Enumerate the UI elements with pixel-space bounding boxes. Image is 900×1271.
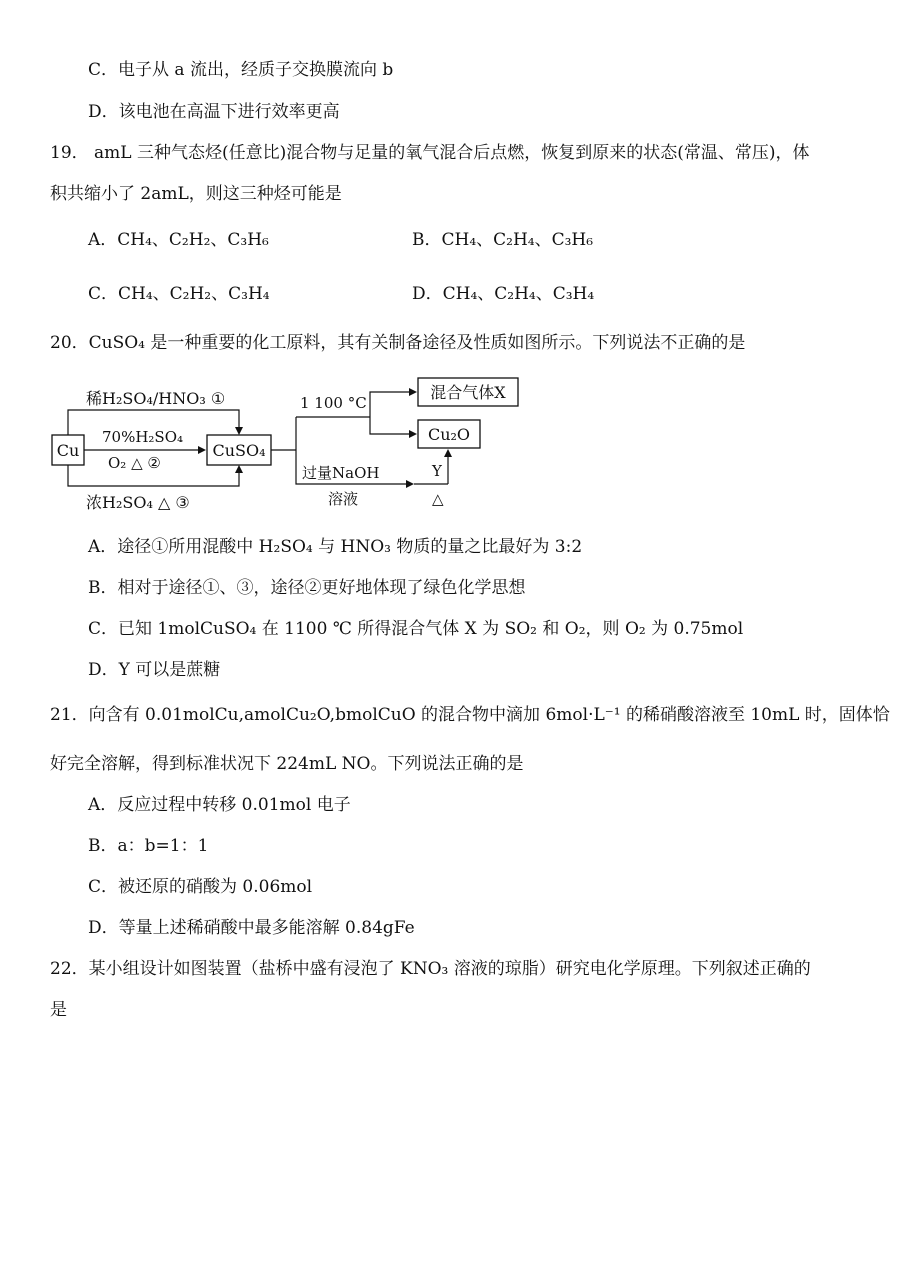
q20-option-d: D．Y 可以是蔗糖 (88, 660, 221, 680)
naoh-top-label: 过量NaOH (302, 464, 380, 482)
cuso4-label: CuSO₄ (212, 441, 266, 460)
route2-bottom-label: O₂ △ ② (108, 454, 161, 472)
y-label: Y (432, 462, 442, 480)
q18-option-d: D．该电池在高温下进行效率更高 (88, 102, 340, 122)
q21-option-d: D．等量上述稀硝酸中最多能溶解 0.84gFe (88, 918, 415, 938)
q22-stem-line2: 是 (50, 1000, 67, 1020)
temp-label: 1 100 °C (300, 394, 367, 412)
q22-stem-line1: 22．某小组设计如图装置（盐桥中盛有浸泡了 KNO₃ 溶液的琼脂）研究电化学原理。下列叙述正确的 (50, 959, 811, 979)
route1-label: 稀H₂SO₄/HNO₃ ① (86, 389, 226, 408)
q19-stem-line2: 积共缩小了 2amL，则这三种烃可能是 (50, 184, 342, 204)
q21-stem-line2: 好完全溶解，得到标准状况下 224mL NO。下列说法正确的是 (50, 754, 524, 774)
q20-option-a: A．途径①所用混酸中 H₂SO₄ 与 HNO₃ 物质的量之比最好为 3:2 (88, 537, 583, 557)
q21-option-c: C．被还原的硝酸为 0.06mol (88, 877, 313, 897)
gas-x-label: 混合气体X (430, 383, 506, 402)
cuso4-preparation-diagram (50, 372, 530, 517)
route2-top-label: 70%H₂SO₄ (102, 428, 184, 446)
cu2o-label: Cu₂O (427, 425, 471, 444)
naoh-bottom-label: 溶液 (328, 490, 359, 508)
q19-option-d: D．CH₄、C₂H₄、C₃H₄ (412, 284, 595, 304)
q21-option-b: B．a：b=1：1 (88, 836, 209, 856)
q19-option-c: C．CH₄、C₂H₂、C₃H₄ (88, 284, 270, 304)
q20-option-c: C．已知 1molCuSO₄ 在 1100 ℃ 所得混合气体 X 为 SO₂ 和 O₂，则 O₂ 为 0.75mol (88, 619, 744, 639)
q21-option-a: A．反应过程中转移 0.01mol 电子 (88, 795, 351, 815)
route3-label: 浓H₂SO₄ △ ③ (86, 493, 190, 512)
cu-label: Cu (56, 441, 80, 460)
q20-stem: 20．CuSO₄ 是一种重要的化工原料，其有关制备途径及性质如图所示。下列说法不正确的是 (50, 333, 746, 353)
heat-label: △ (432, 490, 444, 508)
q19-option-b: B．CH₄、C₂H₄、C₃H₆ (412, 230, 594, 250)
q19-option-a: A．CH₄、C₂H₂、C₃H₆ (88, 230, 269, 250)
q18-option-c: C．电子从 a 流出，经质子交换膜流向 b (88, 60, 394, 80)
q19-stem-line1: 19． amL 三种气态烃(任意比)混合物与足量的氧气混合后点燃，恢复到原来的状态(常温、常压)，体 (50, 143, 810, 163)
q21-stem-line1: 21．向含有 0.01molCu,amolCu₂O,bmolCuO 的混合物中滴加 6mol·L⁻¹ 的稀硝酸溶液至 10mL 时，固体恰 (50, 705, 890, 725)
q20-option-b: B．相对于途径①、③，途径②更好地体现了绿色化学思想 (88, 578, 526, 598)
